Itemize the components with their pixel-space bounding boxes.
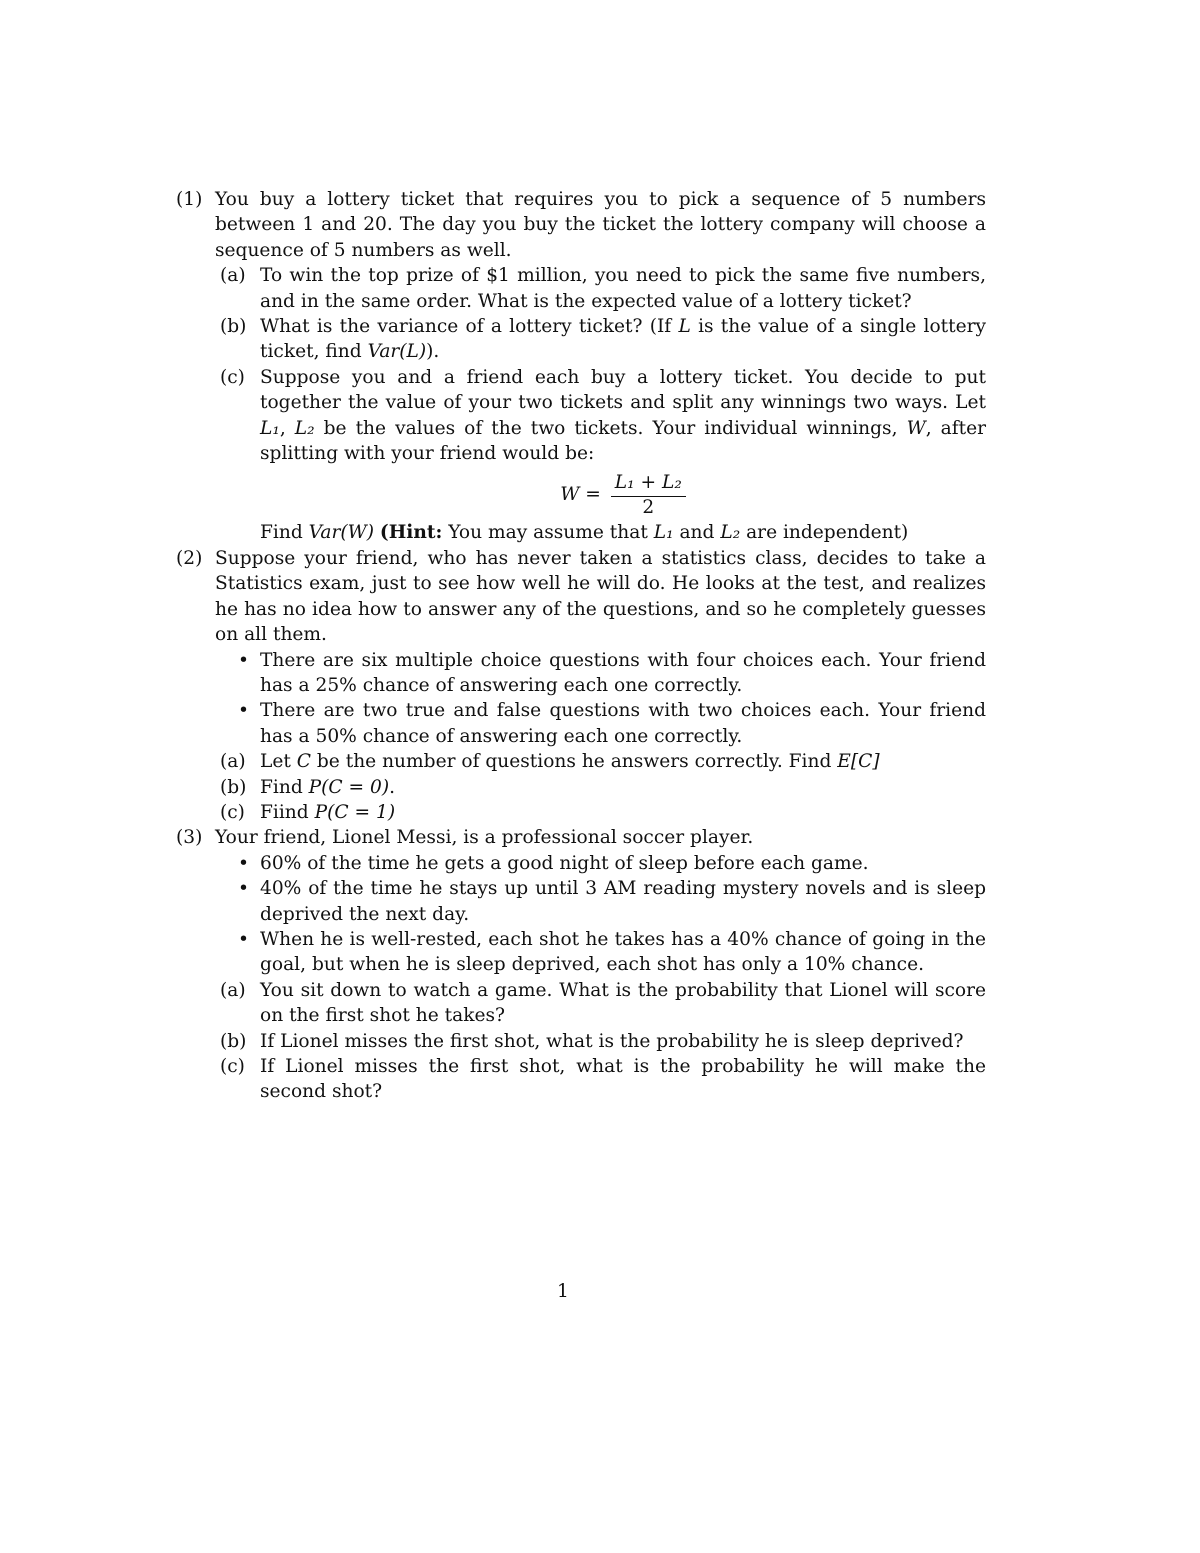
math-variable: L: [678, 316, 691, 338]
part-label: (c): [220, 366, 245, 388]
part-label: (a): [220, 979, 246, 1001]
math-expression: Var(W): [308, 522, 374, 544]
hint-text: You may assume that: [448, 522, 648, 544]
fraction-numerator: L₁ + L₂: [611, 472, 686, 497]
problem-3-part-b: [176, 1029, 986, 1054]
problem-1-part-c: [176, 365, 986, 467]
math-variable: L₂: [720, 522, 741, 544]
math-variable: L₂: [294, 417, 315, 439]
punctuation: ,: [279, 417, 286, 439]
problem-text: Your friend, Lionel Messi, is a professional soccer player.: [215, 827, 754, 849]
problem-3: [176, 825, 986, 850]
problem-text: You buy a lottery ticket that requires you to pick a sequence of 5 numbers between 1 and 20. The day you buy the ticket the lottery company will choose a sequence of 5 numbers as well.: [215, 189, 986, 261]
math-expression: Var(L): [367, 341, 427, 363]
part-text: If Lionel misses the first shot, what is the probability he will make the second shot?: [260, 1056, 986, 1103]
part-text: Find: [260, 776, 303, 798]
fraction: [611, 472, 686, 518]
bullet-item: [176, 927, 986, 978]
part-label: (a): [220, 751, 246, 773]
problem-number: (3): [176, 827, 203, 849]
part-text: ).: [426, 341, 440, 363]
equation-lhs: W =: [560, 484, 601, 506]
bullet-text: When he is well-rested, each shot he takes has a 40% chance of going in the goal, but when he is sleep deprived, each shot has only a 10% chance.: [260, 928, 986, 976]
hint-text: and: [679, 522, 715, 544]
hint-text: are independent): [746, 522, 909, 544]
page-number: 1: [557, 1281, 569, 1302]
bullet-item: [176, 698, 986, 749]
bullet-item: [176, 851, 986, 876]
part-text: To win the top prize of $1 million, you need to pick the same five numbers, and in the same order. What is the expected value of a lottery ticket?: [260, 265, 986, 312]
part-label: (c): [220, 1056, 245, 1077]
part-text: be the values of the two tickets. Your individual winnings,: [323, 417, 898, 439]
part-label: (b): [220, 776, 247, 798]
problem-2-part-c: [176, 800, 986, 825]
bullet-item: [176, 648, 986, 699]
problem-list: [176, 187, 986, 1105]
bullet-text: 60% of the time he gets a good night of sleep before each game.: [260, 852, 869, 874]
fraction-denominator: 2: [642, 496, 655, 518]
part-text: What is the variance of a lottery ticket? (If: [260, 316, 672, 338]
math-variable: W: [906, 417, 926, 439]
bullet-text: There are two true and false questions with two choices each. Your friend has a 50% chance of answering each one correctly.: [260, 700, 986, 747]
bullet-icon: •: [238, 649, 249, 671]
bullet-icon: •: [238, 700, 249, 722]
math-variable: L₁: [653, 522, 674, 544]
math-variable: L₁: [260, 417, 280, 439]
part-text: .: [389, 776, 396, 798]
bullet-text: There are six multiple choice questions with four choices each. Your friend has a 25% chance of answering each one correctly.: [260, 649, 986, 696]
problem-1-find-line: [176, 520, 986, 545]
part-label: (a): [220, 265, 246, 287]
problem-text: Suppose your friend, who has never taken a statistics class, decides to take a Statistics exam, just to see how well he will do. He looks at the test, and realizes he has no idea how to answer any of the questions, and so he completely guesses on all them.: [215, 547, 986, 646]
part-text: Fiind: [260, 801, 309, 823]
part-text: Let: [260, 751, 291, 773]
math-expression: P(C = 1): [314, 801, 396, 823]
part-text: , after splitting with your friend would be:: [260, 417, 986, 465]
part-label: (b): [220, 316, 247, 338]
part-text: is the value of a single lottery ticket, find: [260, 316, 986, 363]
problem-3-part-a: [176, 978, 986, 1029]
part-text: If Lionel misses the first shot, what is the probability he is sleep deprived?: [260, 1030, 964, 1052]
find-text: Find: [260, 522, 303, 544]
problem-2: [176, 546, 986, 648]
math-variable: C: [296, 751, 311, 773]
problem-3-part-c: [176, 1054, 986, 1105]
math-expression: P(C = 0): [308, 776, 390, 798]
problem-2-part-a: [176, 749, 986, 774]
problem-number: (1): [176, 189, 203, 210]
problem-2-part-b: [176, 775, 986, 800]
display-equation: [176, 469, 986, 520]
part-label: (c): [220, 801, 245, 823]
math-expression: E[C]: [837, 751, 880, 773]
bullet-icon: •: [238, 852, 249, 874]
bullet-text: 40% of the time he stays up until 3 AM reading mystery novels and is sleep deprived the next day.: [260, 878, 986, 925]
part-label: (b): [220, 1030, 247, 1052]
part-text: be the number of questions he answers correctly. Find: [316, 751, 832, 773]
hint-label: (Hint:: [379, 522, 443, 544]
bullet-item: [176, 876, 986, 927]
bullet-icon: •: [238, 878, 249, 900]
bullet-icon: •: [238, 928, 249, 950]
problem-1-part-a: [176, 263, 986, 314]
problem-1-part-b: [176, 314, 986, 365]
problem-1: [176, 187, 986, 263]
problem-number: (2): [176, 547, 203, 569]
part-text: Suppose you and a friend each buy a lottery ticket. You decide to put together the value of your two tickets and split any winnings two ways. Let: [260, 366, 986, 414]
part-text: You sit down to watch a game. What is the probability that Lionel will score on the first shot he takes?: [260, 979, 986, 1027]
